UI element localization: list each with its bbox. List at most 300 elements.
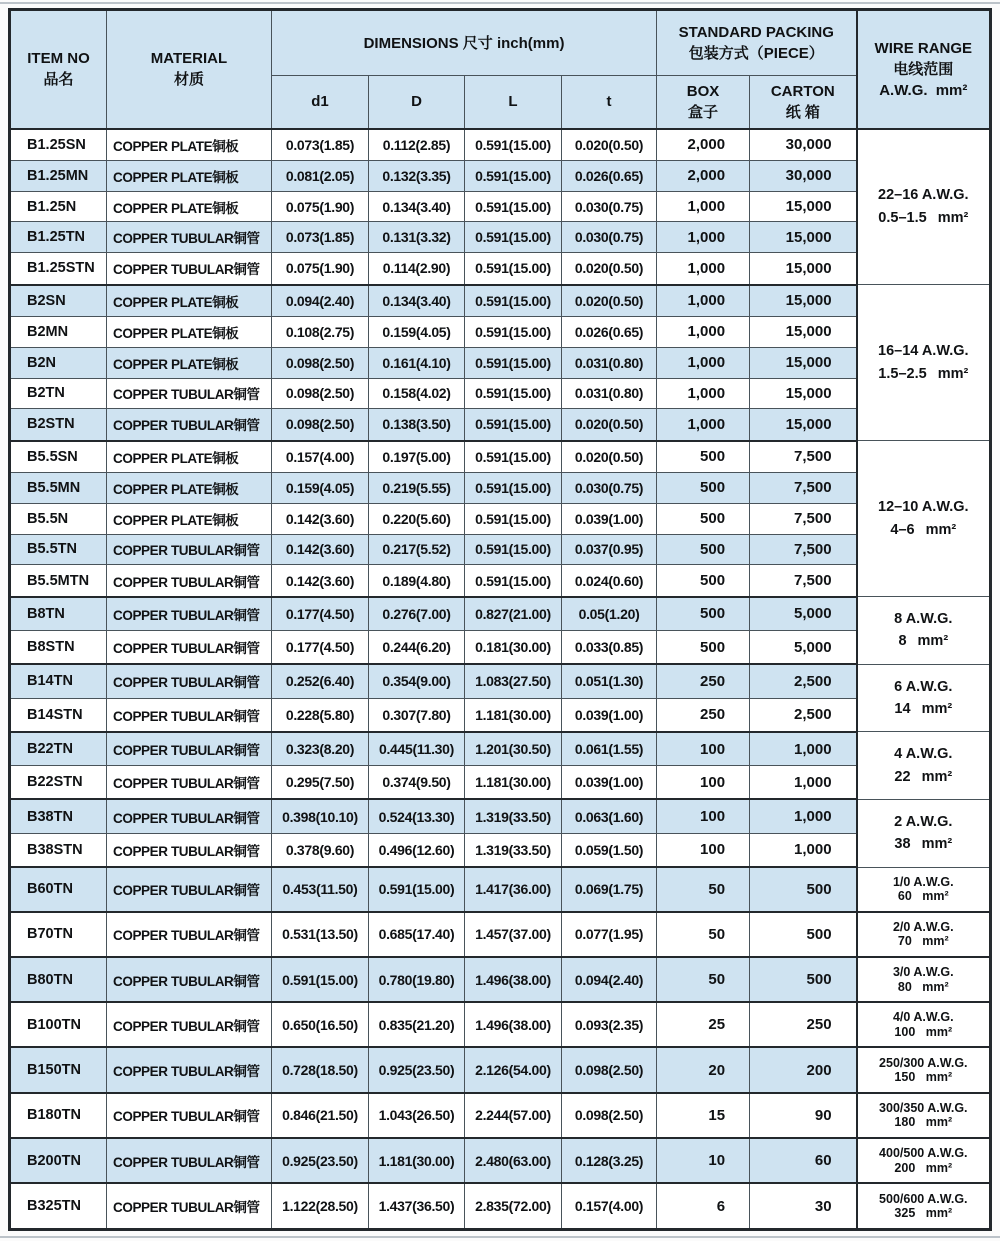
col-header-packing-zh: 包装方式（PIECE）	[688, 45, 824, 62]
cell-box: 500	[657, 597, 750, 631]
cell-d1: 0.846(21.50)	[272, 1093, 369, 1138]
cell-D: 1.181(30.00)	[369, 1138, 465, 1183]
cell-D: 0.159(4.05)	[369, 316, 465, 347]
cell-L: 0.591(15.00)	[465, 503, 562, 534]
table-row	[10, 732, 991, 766]
cell-material: COPPER PLATE铜板	[107, 285, 272, 317]
cell-item-no: B5.5TN	[10, 534, 107, 565]
col-header-carton-en: CARTON	[770, 82, 835, 100]
cell-d1: 0.142(3.60)	[272, 565, 369, 597]
cell-D: 0.244(6.20)	[369, 630, 465, 664]
cell-carton: 7,500	[750, 534, 857, 565]
cell-t: 0.069(1.75)	[562, 867, 657, 912]
cell-carton: 500	[750, 957, 857, 1002]
wire-range-awg: 4 A.W.G.	[894, 746, 953, 763]
cell-t: 0.094(2.40)	[562, 957, 657, 1002]
cell-D: 0.591(15.00)	[369, 867, 465, 912]
cell-material: COPPER TUBULAR铜管	[107, 957, 272, 1002]
cell-box: 100	[657, 833, 750, 867]
cell-L: 0.591(15.00)	[465, 441, 562, 473]
cell-material: COPPER PLATE铜板	[107, 129, 272, 161]
cell-material: COPPER TUBULAR铜管	[107, 732, 272, 766]
cell-L: 1.201(30.50)	[465, 732, 562, 766]
cell-D: 0.197(5.00)	[369, 441, 465, 473]
cell-box: 20	[657, 1047, 750, 1092]
col-header-L: L	[465, 76, 562, 129]
cell-d1: 0.098(2.50)	[272, 409, 369, 441]
cell-d1: 0.094(2.40)	[272, 285, 369, 317]
cell-t: 0.030(0.75)	[562, 191, 657, 222]
table-row	[10, 867, 991, 912]
cell-carton: 200	[750, 1047, 857, 1092]
cell-wire-range	[857, 912, 991, 957]
cell-wire-range	[857, 1002, 991, 1047]
cell-carton: 7,500	[750, 472, 857, 503]
cell-D: 1.437(36.50)	[369, 1183, 465, 1229]
cell-item-no: B180TN	[10, 1093, 107, 1138]
cell-carton: 15,000	[750, 253, 857, 285]
cell-wire-range	[857, 1047, 991, 1092]
cell-wire-range	[857, 664, 991, 732]
cell-wire-range	[857, 867, 991, 912]
cell-item-no: B38TN	[10, 799, 107, 833]
wire-range-mm: 180 mm²	[894, 1115, 953, 1130]
cell-material: COPPER PLATE铜板	[107, 503, 272, 534]
page-edge-line-bottom	[0, 1236, 1000, 1238]
cell-L: 0.591(15.00)	[465, 253, 562, 285]
table-row	[10, 378, 991, 409]
col-header-item-no-zh: 品名	[43, 71, 74, 89]
cell-material: COPPER TUBULAR铜管	[107, 253, 272, 285]
cell-d1: 0.398(10.10)	[272, 799, 369, 833]
col-header-box	[657, 76, 750, 129]
cell-L: 0.591(15.00)	[465, 285, 562, 317]
cell-box: 50	[657, 957, 750, 1002]
cell-wire-range	[857, 1138, 991, 1183]
cell-carton: 15,000	[750, 378, 857, 409]
cell-d1: 0.295(7.50)	[272, 766, 369, 800]
cell-box: 15	[657, 1093, 750, 1138]
cell-material: COPPER TUBULAR铜管	[107, 565, 272, 597]
cell-L: 0.591(15.00)	[465, 534, 562, 565]
cell-wire-range	[857, 957, 991, 1002]
cell-material: COPPER PLATE铜板	[107, 160, 272, 191]
cell-D: 0.220(5.60)	[369, 503, 465, 534]
cell-d1: 0.591(15.00)	[272, 957, 369, 1002]
wire-range-mm: 0.5–1.5 mm²	[878, 209, 969, 226]
cell-material: COPPER TUBULAR铜管	[107, 630, 272, 664]
table-row	[10, 534, 991, 565]
cell-t: 0.026(0.65)	[562, 160, 657, 191]
cell-box: 1,000	[657, 222, 750, 253]
cell-box: 250	[657, 698, 750, 732]
cell-L: 2.480(63.00)	[465, 1138, 562, 1183]
cell-L: 0.591(15.00)	[465, 222, 562, 253]
cell-D: 0.158(4.02)	[369, 378, 465, 409]
cell-material: COPPER TUBULAR铜管	[107, 698, 272, 732]
table-row	[10, 957, 991, 1002]
cell-D: 0.161(4.10)	[369, 347, 465, 378]
cell-carton: 500	[750, 867, 857, 912]
cell-d1: 0.228(5.80)	[272, 698, 369, 732]
cell-D: 0.445(11.30)	[369, 732, 465, 766]
cell-D: 0.780(19.80)	[369, 957, 465, 1002]
cell-carton: 7,500	[750, 503, 857, 534]
cell-d1: 0.073(1.85)	[272, 129, 369, 161]
cell-box: 2,000	[657, 129, 750, 161]
cell-d1: 0.081(2.05)	[272, 160, 369, 191]
cell-item-no: B5.5SN	[10, 441, 107, 473]
wire-range-awg: 300/350 A.W.G.	[879, 1100, 968, 1115]
cell-material: COPPER TUBULAR铜管	[107, 867, 272, 912]
wire-range-mm: 100 mm²	[894, 1024, 953, 1039]
cell-wire-range	[857, 129, 991, 285]
cell-t: 0.051(1.30)	[562, 664, 657, 698]
cell-d1: 0.157(4.00)	[272, 441, 369, 473]
cell-t: 0.039(1.00)	[562, 698, 657, 732]
cell-t: 0.024(0.60)	[562, 565, 657, 597]
cell-wire-range	[857, 285, 991, 441]
col-header-material-en: MATERIAL	[150, 50, 228, 68]
cell-box: 500	[657, 534, 750, 565]
cell-carton: 1,000	[750, 799, 857, 833]
table-row	[10, 912, 991, 957]
wire-range-mm: 200 mm²	[894, 1160, 953, 1175]
cell-d1: 0.075(1.90)	[272, 253, 369, 285]
cell-material: COPPER TUBULAR铜管	[107, 766, 272, 800]
cell-box: 500	[657, 441, 750, 473]
cell-material: COPPER PLATE铜板	[107, 347, 272, 378]
cell-item-no: B100TN	[10, 1002, 107, 1047]
cell-carton: 30,000	[750, 160, 857, 191]
cell-d1: 0.177(4.50)	[272, 630, 369, 664]
cell-item-no: B325TN	[10, 1183, 107, 1229]
cell-item-no: B1.25STN	[10, 253, 107, 285]
wire-range-awg: 4/0 A.W.G.	[892, 1010, 954, 1025]
cell-material: COPPER TUBULAR铜管	[107, 1047, 272, 1092]
cell-t: 0.020(0.50)	[562, 409, 657, 441]
cell-wire-range	[857, 732, 991, 800]
table-row	[10, 316, 991, 347]
cell-item-no: B80TN	[10, 957, 107, 1002]
cell-d1: 0.323(8.20)	[272, 732, 369, 766]
cell-d1: 0.728(18.50)	[272, 1047, 369, 1092]
product-spec-table	[8, 8, 992, 1231]
cell-d1: 0.177(4.50)	[272, 597, 369, 631]
cell-t: 0.039(1.00)	[562, 766, 657, 800]
cell-D: 1.043(26.50)	[369, 1093, 465, 1138]
cell-item-no: B5.5N	[10, 503, 107, 534]
table-row	[10, 597, 991, 631]
cell-D: 0.685(17.40)	[369, 912, 465, 957]
cell-material: COPPER TUBULAR铜管	[107, 664, 272, 698]
cell-carton: 250	[750, 1002, 857, 1047]
cell-d1: 0.252(6.40)	[272, 664, 369, 698]
cell-t: 0.020(0.50)	[562, 129, 657, 161]
cell-item-no: B38STN	[10, 833, 107, 867]
cell-L: 1.457(37.00)	[465, 912, 562, 957]
wire-range-mm: 150 mm²	[894, 1070, 953, 1085]
cell-D: 0.138(3.50)	[369, 409, 465, 441]
cell-box: 100	[657, 766, 750, 800]
table-row	[10, 630, 991, 664]
cell-carton: 1,000	[750, 732, 857, 766]
table-row	[10, 833, 991, 867]
cell-carton: 5,000	[750, 597, 857, 631]
cell-material: COPPER TUBULAR铜管	[107, 222, 272, 253]
table-row	[10, 1093, 991, 1138]
cell-box: 1,000	[657, 409, 750, 441]
wire-range-awg: 16–14 A.W.G.	[878, 343, 969, 360]
cell-D: 0.114(2.90)	[369, 253, 465, 285]
col-header-D: D	[369, 76, 465, 129]
cell-d1: 1.122(28.50)	[272, 1183, 369, 1229]
cell-L: 1.181(30.00)	[465, 766, 562, 800]
cell-L: 1.083(27.50)	[465, 664, 562, 698]
wire-range-mm: 8 mm²	[898, 633, 949, 650]
cell-d1: 0.098(2.50)	[272, 347, 369, 378]
table-row	[10, 191, 991, 222]
cell-L: 1.319(33.50)	[465, 799, 562, 833]
cell-t: 0.098(2.50)	[562, 1047, 657, 1092]
cell-carton: 7,500	[750, 441, 857, 473]
cell-d1: 0.378(9.60)	[272, 833, 369, 867]
cell-carton: 5,000	[750, 630, 857, 664]
col-header-packing	[657, 10, 857, 76]
cell-material: COPPER PLATE铜板	[107, 441, 272, 473]
cell-t: 0.030(0.75)	[562, 222, 657, 253]
cell-D: 0.134(3.40)	[369, 191, 465, 222]
cell-L: 1.417(36.00)	[465, 867, 562, 912]
cell-carton: 90	[750, 1093, 857, 1138]
cell-box: 50	[657, 867, 750, 912]
cell-d1: 0.650(16.50)	[272, 1002, 369, 1047]
table-row	[10, 1047, 991, 1092]
col-header-item-no	[10, 10, 107, 129]
cell-L: 1.181(30.00)	[465, 698, 562, 732]
cell-box: 250	[657, 664, 750, 698]
cell-item-no: B2MN	[10, 316, 107, 347]
table-row	[10, 1183, 991, 1229]
cell-t: 0.031(0.80)	[562, 378, 657, 409]
cell-t: 0.031(0.80)	[562, 347, 657, 378]
cell-D: 0.131(3.32)	[369, 222, 465, 253]
cell-t: 0.128(3.25)	[562, 1138, 657, 1183]
cell-carton: 15,000	[750, 222, 857, 253]
cell-L: 0.591(15.00)	[465, 129, 562, 161]
wire-range-mm: 60 mm²	[897, 889, 949, 904]
cell-D: 0.524(13.30)	[369, 799, 465, 833]
wire-range-awg: 8 A.W.G.	[894, 610, 953, 627]
table-row	[10, 253, 991, 285]
cell-wire-range	[857, 799, 991, 867]
cell-box: 500	[657, 472, 750, 503]
cell-D: 0.189(4.80)	[369, 565, 465, 597]
cell-t: 0.059(1.50)	[562, 833, 657, 867]
cell-carton: 2,500	[750, 664, 857, 698]
table-row	[10, 503, 991, 534]
cell-box: 25	[657, 1002, 750, 1047]
col-header-carton	[750, 76, 857, 129]
table-row	[10, 565, 991, 597]
cell-L: 0.181(30.00)	[465, 630, 562, 664]
cell-carton: 15,000	[750, 347, 857, 378]
cell-carton: 500	[750, 912, 857, 957]
cell-box: 1,000	[657, 316, 750, 347]
cell-D: 0.835(21.20)	[369, 1002, 465, 1047]
cell-D: 0.112(2.85)	[369, 129, 465, 161]
cell-carton: 2,500	[750, 698, 857, 732]
table-row	[10, 160, 991, 191]
cell-box: 1,000	[657, 347, 750, 378]
cell-D: 0.132(3.35)	[369, 160, 465, 191]
table-row	[10, 409, 991, 441]
cell-L: 1.319(33.50)	[465, 833, 562, 867]
col-header-material	[107, 10, 272, 129]
cell-L: 1.496(38.00)	[465, 1002, 562, 1047]
cell-carton: 7,500	[750, 565, 857, 597]
cell-carton: 60	[750, 1138, 857, 1183]
table-row	[10, 222, 991, 253]
cell-L: 1.496(38.00)	[465, 957, 562, 1002]
cell-t: 0.157(4.00)	[562, 1183, 657, 1229]
wire-range-awg: 12–10 A.W.G.	[878, 499, 969, 516]
cell-material: COPPER PLATE铜板	[107, 316, 272, 347]
cell-t: 0.033(0.85)	[562, 630, 657, 664]
cell-item-no: B2STN	[10, 409, 107, 441]
col-header-box-zh: 盒子	[688, 103, 719, 121]
cell-D: 0.217(5.52)	[369, 534, 465, 565]
cell-t: 0.063(1.60)	[562, 799, 657, 833]
cell-box: 100	[657, 799, 750, 833]
col-header-packing-en: STANDARD PACKING	[678, 24, 834, 41]
cell-t: 0.020(0.50)	[562, 253, 657, 285]
cell-D: 0.354(9.00)	[369, 664, 465, 698]
wire-range-awg: 3/0 A.W.G.	[892, 965, 954, 980]
cell-material: COPPER TUBULAR铜管	[107, 597, 272, 631]
cell-item-no: B2SN	[10, 285, 107, 317]
cell-t: 0.026(0.65)	[562, 316, 657, 347]
table-row	[10, 347, 991, 378]
wire-range-mm: 14 mm²	[894, 701, 953, 718]
cell-box: 6	[657, 1183, 750, 1229]
cell-material: COPPER TUBULAR铜管	[107, 1002, 272, 1047]
col-header-wire-range-zh: 电线范围	[893, 60, 954, 78]
cell-t: 0.093(2.35)	[562, 1002, 657, 1047]
wire-range-awg: 400/500 A.W.G.	[879, 1146, 968, 1161]
cell-wire-range	[857, 597, 991, 665]
col-header-t: t	[562, 76, 657, 129]
cell-item-no: B1.25TN	[10, 222, 107, 253]
col-header-item-no-en: ITEM NO	[27, 50, 90, 68]
cell-d1: 0.159(4.05)	[272, 472, 369, 503]
cell-D: 0.496(12.60)	[369, 833, 465, 867]
cell-L: 0.591(15.00)	[465, 316, 562, 347]
cell-box: 500	[657, 503, 750, 534]
cell-wire-range	[857, 1093, 991, 1138]
cell-wire-range	[857, 1183, 991, 1229]
col-header-wire-range	[857, 10, 991, 129]
cell-t: 0.030(0.75)	[562, 472, 657, 503]
cell-D: 0.925(23.50)	[369, 1047, 465, 1092]
cell-material: COPPER TUBULAR铜管	[107, 833, 272, 867]
wire-range-awg: 22–16 A.W.G.	[878, 187, 969, 204]
cell-L: 0.827(21.00)	[465, 597, 562, 631]
cell-item-no: B2TN	[10, 378, 107, 409]
table-row	[10, 664, 991, 698]
cell-item-no: B5.5MN	[10, 472, 107, 503]
wire-range-mm: 325 mm²	[894, 1206, 953, 1221]
cell-box: 1,000	[657, 285, 750, 317]
table-row	[10, 129, 991, 161]
table-row	[10, 698, 991, 732]
cell-t: 0.05(1.20)	[562, 597, 657, 631]
cell-box: 500	[657, 630, 750, 664]
cell-carton: 15,000	[750, 191, 857, 222]
col-header-wire-range-en: WIRE RANGE	[874, 39, 973, 57]
cell-d1: 0.142(3.60)	[272, 534, 369, 565]
wire-range-mm: 80 mm²	[897, 979, 949, 994]
wire-range-awg: 2 A.W.G.	[894, 813, 953, 830]
cell-item-no: B2N	[10, 347, 107, 378]
cell-item-no: B22STN	[10, 766, 107, 800]
table-row	[10, 766, 991, 800]
wire-range-mm: 4–6 mm²	[890, 521, 957, 538]
cell-D: 0.219(5.55)	[369, 472, 465, 503]
cell-carton: 30	[750, 1183, 857, 1229]
wire-range-awg: 2/0 A.W.G.	[892, 919, 954, 934]
cell-d1: 0.108(2.75)	[272, 316, 369, 347]
cell-wire-range	[857, 441, 991, 597]
cell-item-no: B8TN	[10, 597, 107, 631]
wire-range-mm: 1.5–2.5 mm²	[878, 365, 969, 382]
cell-D: 0.276(7.00)	[369, 597, 465, 631]
cell-item-no: B150TN	[10, 1047, 107, 1092]
cell-carton: 1,000	[750, 766, 857, 800]
cell-item-no: B70TN	[10, 912, 107, 957]
cell-carton: 30,000	[750, 129, 857, 161]
cell-L: 0.591(15.00)	[465, 160, 562, 191]
cell-material: COPPER TUBULAR铜管	[107, 378, 272, 409]
cell-item-no: B8STN	[10, 630, 107, 664]
cell-t: 0.077(1.95)	[562, 912, 657, 957]
cell-d1: 0.531(13.50)	[272, 912, 369, 957]
cell-L: 0.591(15.00)	[465, 347, 562, 378]
cell-D: 0.134(3.40)	[369, 285, 465, 317]
table-row	[10, 285, 991, 317]
cell-d1: 0.453(11.50)	[272, 867, 369, 912]
wire-range-mm: 38 mm²	[894, 836, 953, 853]
cell-item-no: B22TN	[10, 732, 107, 766]
cell-carton: 1,000	[750, 833, 857, 867]
cell-material: COPPER TUBULAR铜管	[107, 1093, 272, 1138]
cell-d1: 0.142(3.60)	[272, 503, 369, 534]
cell-L: 0.591(15.00)	[465, 191, 562, 222]
cell-box: 10	[657, 1138, 750, 1183]
cell-material: COPPER TUBULAR铜管	[107, 1138, 272, 1183]
col-header-carton-zh: 纸 箱	[785, 103, 820, 121]
cell-L: 0.591(15.00)	[465, 565, 562, 597]
cell-material: COPPER TUBULAR铜管	[107, 534, 272, 565]
cell-item-no: B1.25MN	[10, 160, 107, 191]
cell-d1: 0.925(23.50)	[272, 1138, 369, 1183]
wire-range-awg: 500/600 A.W.G.	[879, 1191, 968, 1206]
cell-d1: 0.075(1.90)	[272, 191, 369, 222]
cell-L: 2.126(54.00)	[465, 1047, 562, 1092]
cell-carton: 15,000	[750, 316, 857, 347]
cell-item-no: B14TN	[10, 664, 107, 698]
cell-d1: 0.073(1.85)	[272, 222, 369, 253]
